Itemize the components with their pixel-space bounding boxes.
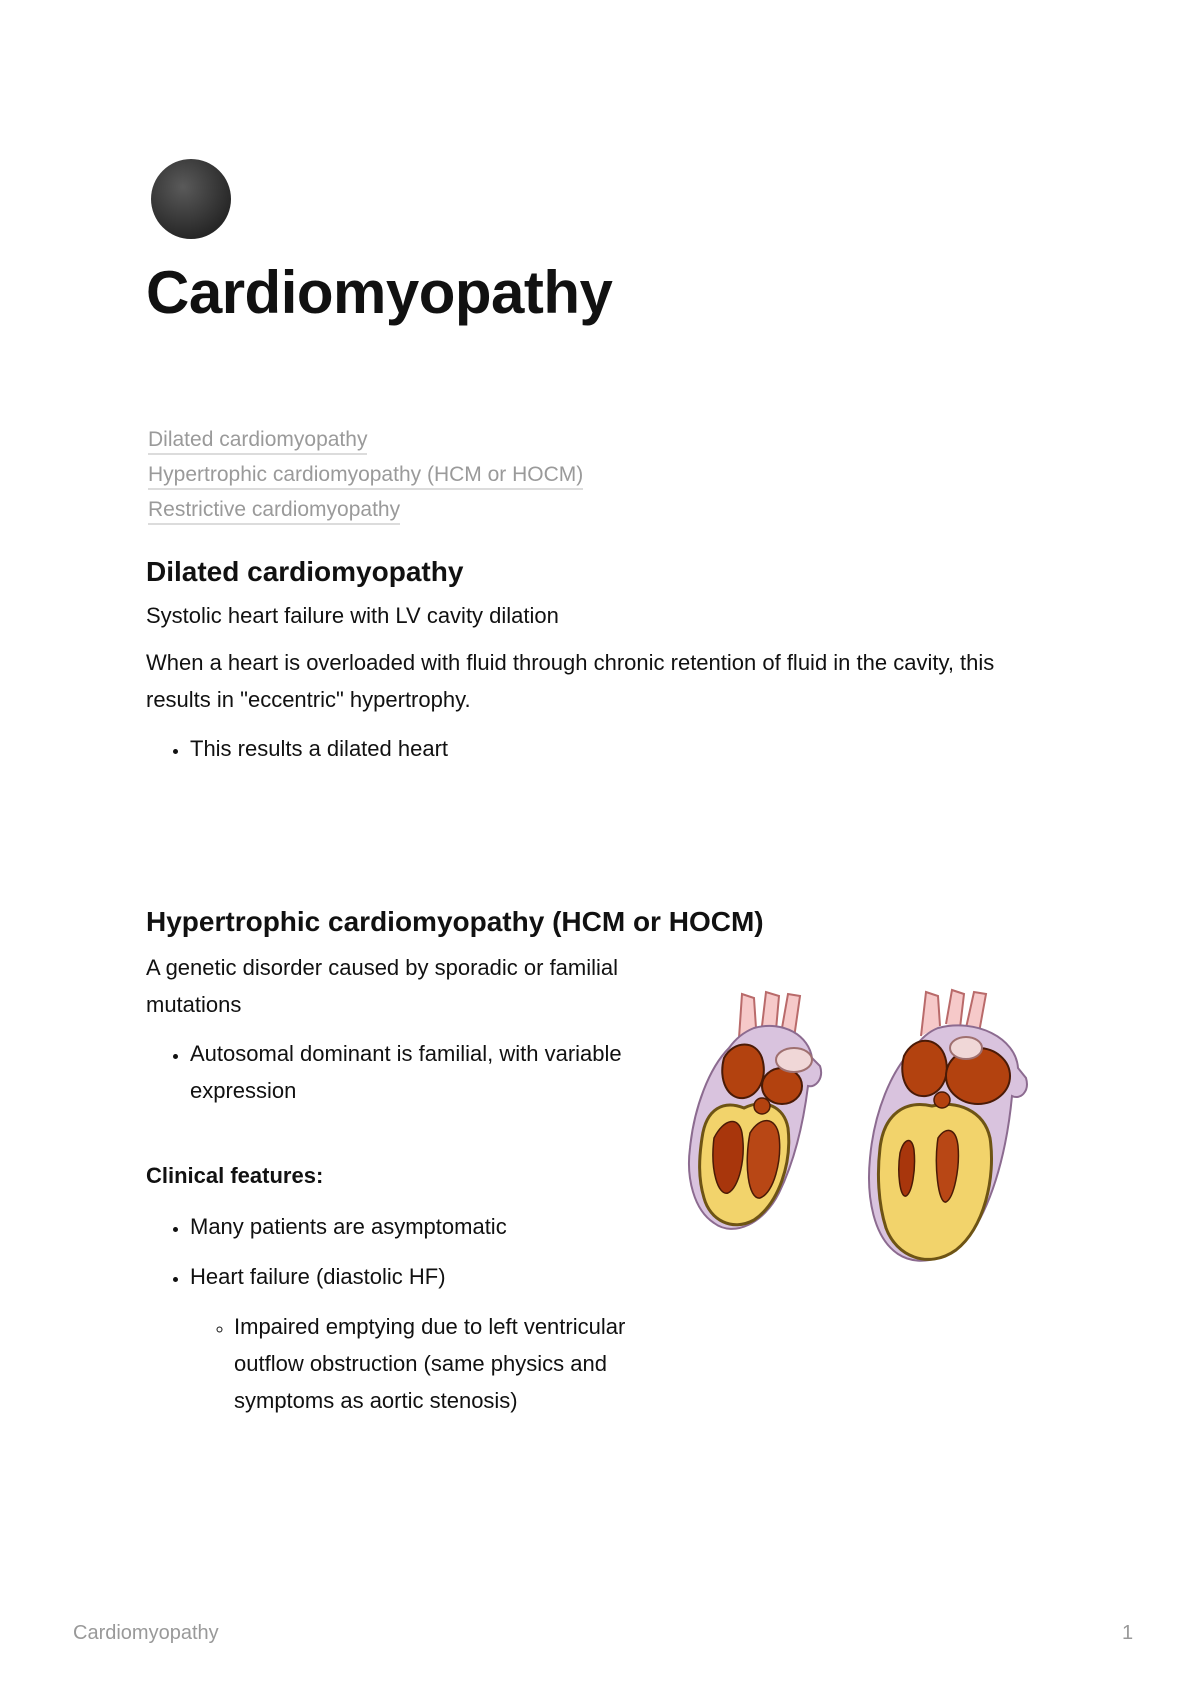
list-item: • This results a dilated heart [190, 730, 1046, 767]
clinical-features-label: Clinical features: [146, 1163, 324, 1188]
hypertrophic-heart-illustration [869, 990, 1027, 1261]
footer-document-title: Cardiomyopathy [73, 1622, 219, 1644]
toc-link-restrictive[interactable]: Restrictive cardiomyopathy [148, 498, 400, 525]
bullet-list-dilated [146, 730, 1046, 767]
section-dilated-cardiomyopathy [146, 556, 1046, 767]
black-circle-icon [149, 157, 233, 241]
bullet-list-genetics [146, 1035, 636, 1109]
toc-link-dilated[interactable]: Dilated cardiomyopathy [148, 428, 367, 455]
table-of-contents [148, 428, 583, 533]
hcm-text-column [146, 949, 636, 1419]
page-title: Cardiomyopathy [146, 259, 613, 326]
section-heading-hypertrophic: Hypertrophic cardiomyopathy (HCM or HOCM) [146, 906, 764, 937]
sub-bullet-list [190, 1308, 636, 1419]
heart-comparison-illustration [684, 988, 1064, 1278]
list-item-heart-failure [190, 1258, 636, 1419]
footer-page-number: 1 [1122, 1622, 1134, 1644]
list-item: • Many patients are asymptomatic [190, 1208, 636, 1245]
paragraph-genetic-disorder: A genetic disorder caused by sporadic or familial mutations [146, 955, 619, 1017]
paragraph-eccentric-hypertrophy: When a heart is overloaded with fluid through chronic retention of fluid in the cavity, this results in "eccentric" hypertrophy. [146, 650, 995, 712]
section-heading-dilated: Dilated cardiomyopathy [146, 556, 464, 587]
normal-heart-illustration [689, 992, 821, 1229]
list-item: • Autosomal dominant is familial, with variable expression [190, 1035, 636, 1109]
bullet-list-clinical-features [146, 1208, 636, 1419]
list-item-label: Heart failure (diastolic HF) [190, 1264, 446, 1289]
sub-list-item: ◦ Impaired emptying due to left ventricular outflow obstruction (same physics and symptoms as aortic stenosis) [234, 1308, 636, 1419]
paragraph-systolic: Systolic heart failure with LV cavity dilation [146, 603, 559, 628]
toc-link-hypertrophic[interactable]: Hypertrophic cardiomyopathy (HCM or HOCM) [148, 463, 583, 490]
